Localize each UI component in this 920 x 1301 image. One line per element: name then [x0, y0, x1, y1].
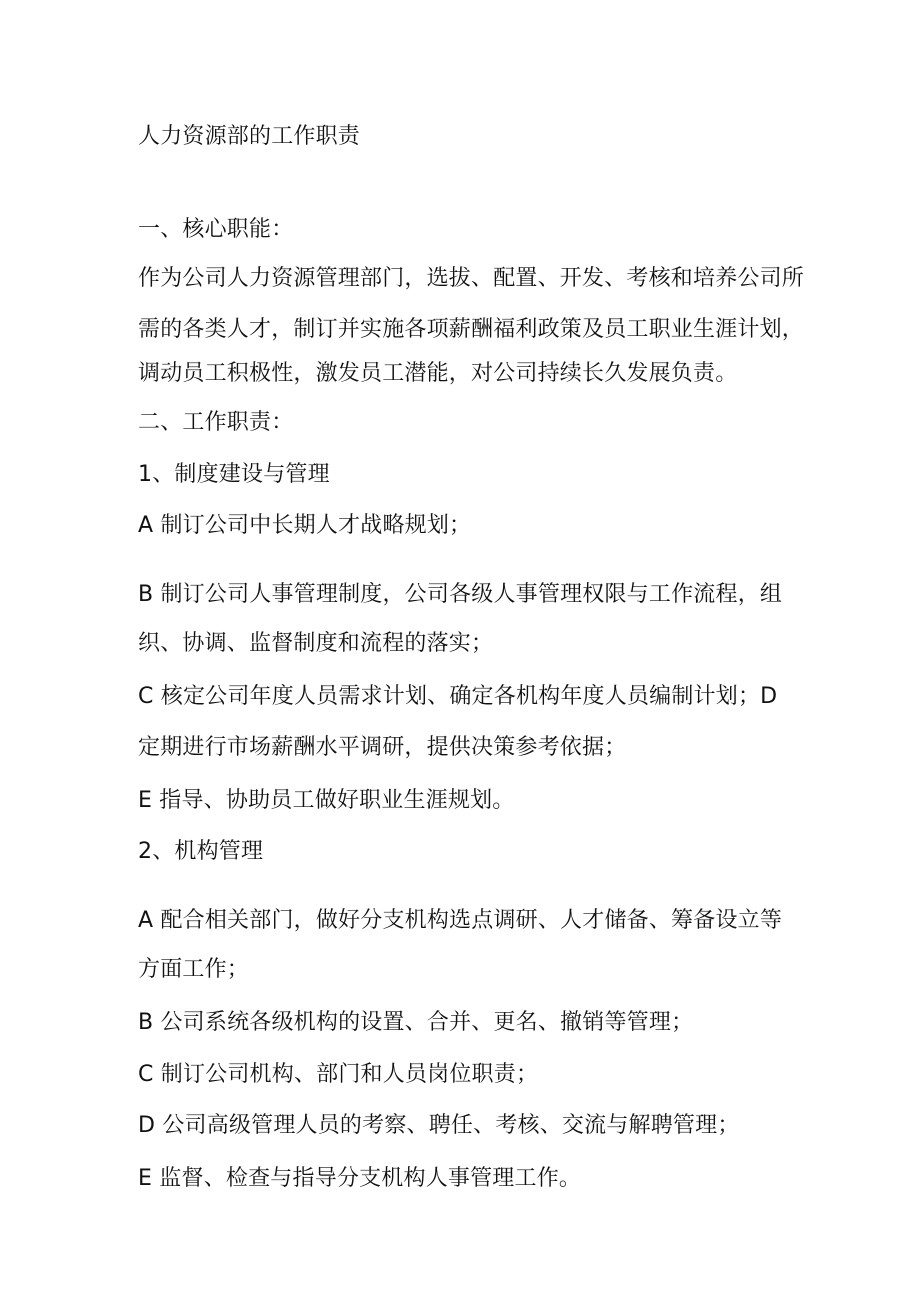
subsection-1-item-c-line-2: 定期进行市场薪酬水平调研，提供决策参考依据；: [138, 735, 627, 760]
section-2-heading: 二、工作职责：: [138, 410, 294, 435]
subsection-2-item-c: C 制订公司机构、部门和人员岗位职责；: [138, 1062, 539, 1087]
subsection-1-item-b-line-2: 织、协调、监督制度和流程的落实；: [138, 631, 494, 656]
section-1-line-2: 需的各类人才，制订并实施各项薪酬福利政策及员工职业生涯计划，: [138, 317, 805, 342]
subsection-2-item-e: E 监督、检查与指导分支机构人事管理工作。: [138, 1166, 582, 1191]
subsection-2-item-a-line-2: 方面工作；: [138, 957, 250, 982]
subsection-1-item-a: A 制订公司中长期人才战略规划；: [138, 513, 472, 538]
subsection-1-item-b-line-1: B 制订公司人事管理制度，公司各级人事管理权限与工作流程，组: [138, 582, 783, 607]
subsection-2-item-a-line-1: A 配合相关部门，做好分支机构选点调研、人才储备、筹备设立等: [138, 908, 783, 933]
subsection-2-item-b: B 公司系统各级机构的设置、合并、更名、撤销等管理；: [138, 1010, 694, 1035]
subsection-2-item-d: D 公司高级管理人员的考察、聘任、考核、交流与解聘管理；: [138, 1113, 740, 1138]
subsection-1-heading: 1、制度建设与管理: [138, 462, 330, 487]
section-1-line-1: 作为公司人力资源管理部门，选拔、配置、开发、考核和培养公司所: [138, 266, 805, 291]
section-1-heading: 一、核心职能：: [138, 217, 294, 242]
document-title: 人力资源部的工作职责: [138, 124, 361, 149]
subsection-1-item-c-line-1: C 核定公司年度人员需求计划、确定各机构年度人员编制计划；D: [138, 684, 778, 709]
section-1-line-3: 调动员工积极性，激发员工潜能，对公司持续长久发展负责。: [138, 361, 738, 386]
subsection-2-heading: 2、机构管理: [138, 839, 264, 864]
subsection-1-item-e: E 指导、协助员工做好职业生涯规划。: [138, 788, 515, 813]
